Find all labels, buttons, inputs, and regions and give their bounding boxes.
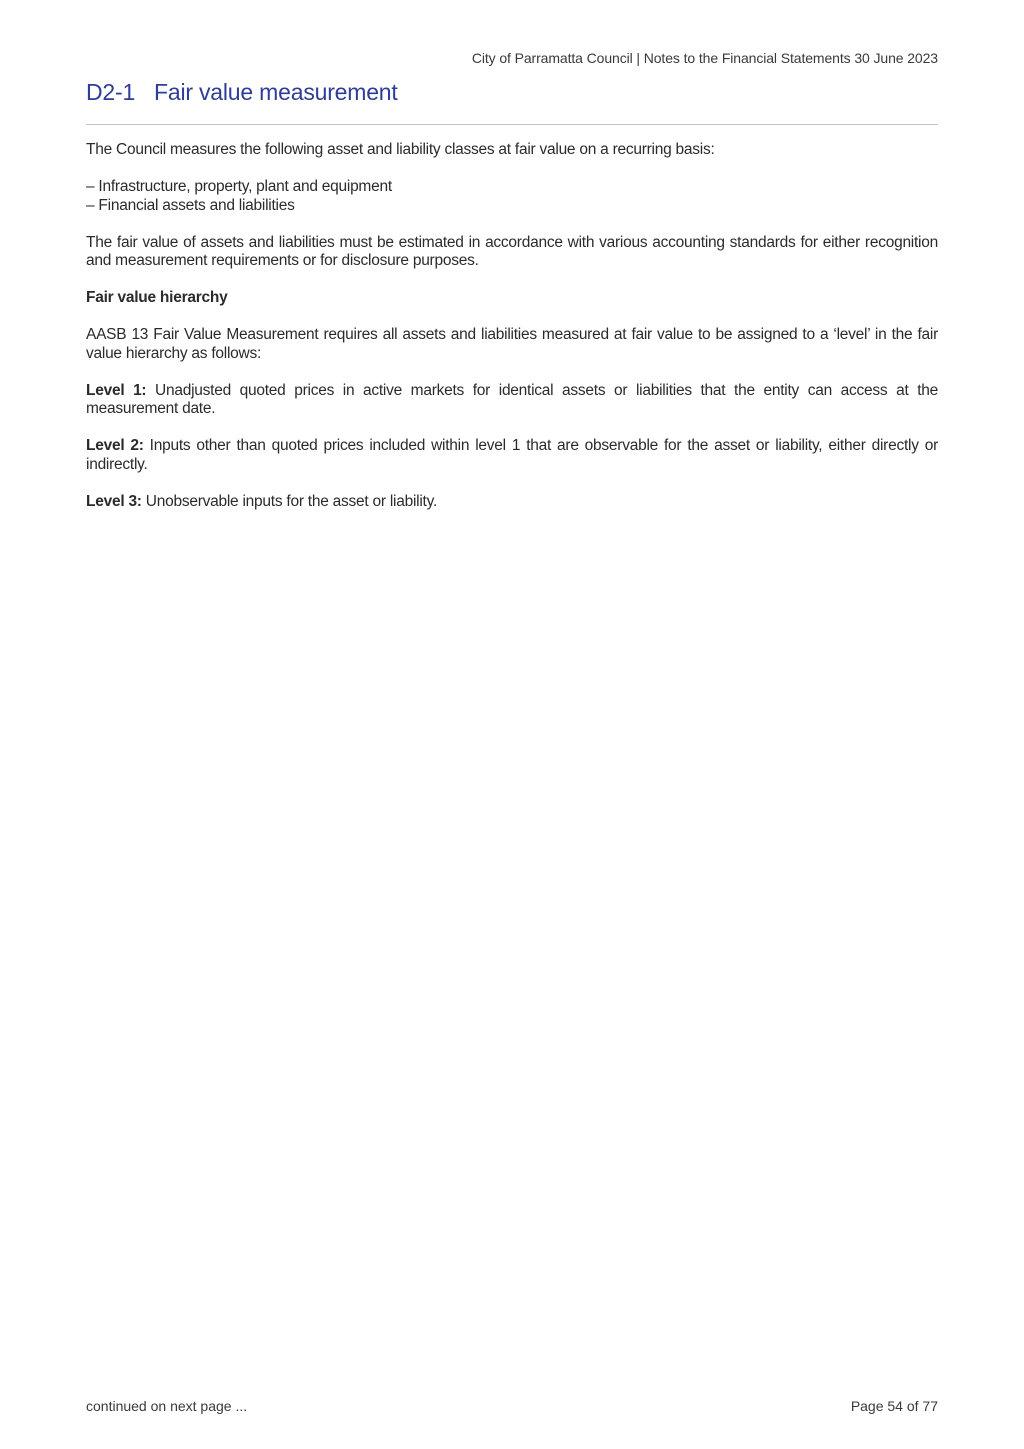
estimation-paragraph: The fair value of assets and liabilities must be estimated in accordance with various accounting standards for either recognition and measurement requirements or for disclosure purposes. [86,233,938,269]
hierarchy-heading: Fair value hierarchy [86,289,228,306]
list-item: – Financial assets and liabilities [86,196,295,214]
hierarchy-intro-paragraph: AASB 13 Fair Value Measurement requires all assets and liabilities measured at fair value to be assigned to a ‘level’ in the fair value hierarchy as follows: [86,326,938,362]
note-number: D2-1 [86,79,136,105]
list-item: – Infrastructure, property, plant and equipment [86,178,392,195]
page-number: Page 54 of 77 [850,1398,938,1414]
level-2-text: Inputs other than quoted prices included within level 1 that are observable for the asset or liability, either directly or indirectly. [86,437,938,473]
page-header: City of Parramatta Council | Notes to the Financial Statements 30 June 2023 [471,50,938,66]
level-2-paragraph [86,437,938,474]
intro-paragraph: The Council measures the following asset and liability classes at fair value on a recurring basis: [86,141,715,158]
note-title-text: Fair value measurement [154,79,398,105]
level-1-text: Unadjusted quoted prices in active markets for identical assets or liabilities that the entity can access at the measurement date. [86,381,938,417]
level-3-paragraph [86,493,938,512]
level-1-label: Level 1: [86,381,147,399]
asset-class-list [86,178,938,215]
level-1-paragraph [86,382,938,419]
note-title [86,79,398,106]
level-3-label: Level 3: [86,492,142,510]
title-divider [86,124,938,125]
continued-note: continued on next page ... [86,1398,248,1414]
note-content [86,141,938,530]
level-3-text: Unobservable inputs for the asset or liability. [141,492,438,510]
level-2-label: Level 2: [86,437,144,454]
